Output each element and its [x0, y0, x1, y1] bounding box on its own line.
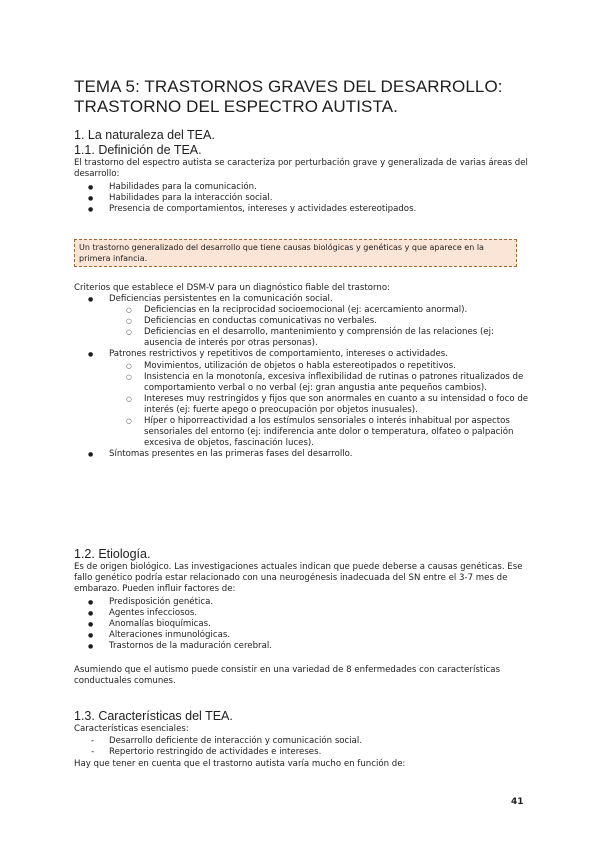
criteria-item-communication: ● Deficiencias persistentes en la comunicación social. — [74, 294, 530, 305]
sub-list-item: ○ Intereses muy restringidos y fijos que son anormales en cuanto a su intensidad o foco de interés (ej: fuerte apego o preocupación por objetos inusuales). — [74, 394, 530, 416]
characteristics-intro: Características esenciales: — [74, 724, 189, 734]
characteristics-list — [74, 736, 530, 758]
list-item: ● Predisposición genética. — [74, 597, 530, 608]
list-item: ● Presencia de comportamientos, intereses y actividades estereotipados. — [74, 204, 530, 215]
sub-list-item: ○ Deficiencias en la reciprocidad socioemocional (ej: acercamiento anormal). — [74, 305, 530, 316]
characteristics-outro: Hay que tener en cuenta que el trastorno autista varía mucho en función de: — [74, 759, 406, 769]
definition-intro: El trastorno del espectro autista se caracteriza por perturbación grave y generalizada de varias áreas del desarrollo: — [74, 158, 528, 180]
areas-list — [74, 182, 530, 215]
factors-list — [74, 597, 530, 652]
sub-list-item: ○ Insistencia en la monotonía, excesiva inflexibilidad de rutinas o patrones ritualizados de comportamiento verbal o no verbal (ej: gran angustia ante pequeños cambios). — [74, 372, 530, 394]
sub-list-item: ○ Deficiencias en conductas comunicativas no verbales. — [74, 316, 530, 327]
criteria-list — [74, 294, 530, 460]
list-item: ● Habilidades para la interacción social. — [74, 193, 530, 204]
section-heading-naturaleza: 1. La naturaleza del TEA. — [74, 128, 215, 142]
page-number: 41 — [511, 797, 524, 807]
section-heading-etiologia: 1.2. Etiología. — [74, 547, 151, 561]
etiology-text: Es de origen biológico. Las investigaciones actuales indican que puede deberse a causas genéticas. Ese fallo genético podría estar relacionado con una neurogénesis inadecuada del SN entre el 3-7 mes de embarazo. Pueden influir factores de: — [74, 562, 523, 595]
list-item: ● Trastornos de la maduración cerebral. — [74, 641, 530, 652]
list-item: - Desarrollo deficiente de interacción y comunicación social. — [74, 736, 530, 747]
etiology-conclusion: Asumiendo que el autismo puede consistir en una variedad de 8 enfermedades con características conductuales comunes. — [74, 665, 501, 687]
subsection-heading-definicion: 1.1. Definición de TEA. — [74, 143, 202, 157]
sub-list-item: ○ Deficiencias en el desarrollo, mantenimiento y comprensión de las relaciones (ej: ausencia de interés por otras personas). — [74, 327, 530, 349]
definition-callout: Un trastorno generalizado del desarrollo que tiene causas biológicas y genéticas y que aparece en la primera infancia. — [74, 239, 517, 267]
list-item: ● Agentes infecciosos. — [74, 608, 530, 619]
list-item: - Repertorio restringido de actividades e intereses. — [74, 747, 530, 758]
sub-list-item: ○ Movimientos, utilización de objetos o habla estereotipados o repetitivos. — [74, 361, 530, 372]
list-item: ● Anomalías bioquímicas. — [74, 619, 530, 630]
criteria-item-symptoms: ● Síntomas presentes en las primeras fases del desarrollo. — [74, 449, 530, 460]
document-title: TEMA 5: TRASTORNOS GRAVES DEL DESARROLLO: TRASTORNO DEL ESPECTRO AUTISTA. — [74, 77, 503, 116]
criteria-item-patterns: ● Patrones restrictivos y repetitivos de comportamiento, intereses o actividades. — [74, 349, 530, 360]
list-item: ● Alteraciones inmunológicas. — [74, 630, 530, 641]
sub-list-item: ○ Híper o hiporreactividad a los estímulos sensoriales o interés inhabitual por aspectos sensoriales del entorno (ej: indiferencia ante dolor o temperatura, olfateo o palpación excesiva de objetos, fascinación luces). — [74, 416, 530, 449]
list-item: ● Habilidades para la comunicación. — [74, 182, 530, 193]
criteria-intro: Criterios que establece el DSM-V para un diagnóstico fiable del trastorno: — [74, 283, 391, 293]
section-heading-caracteristicas: 1.3. Características del TEA. — [74, 709, 233, 723]
